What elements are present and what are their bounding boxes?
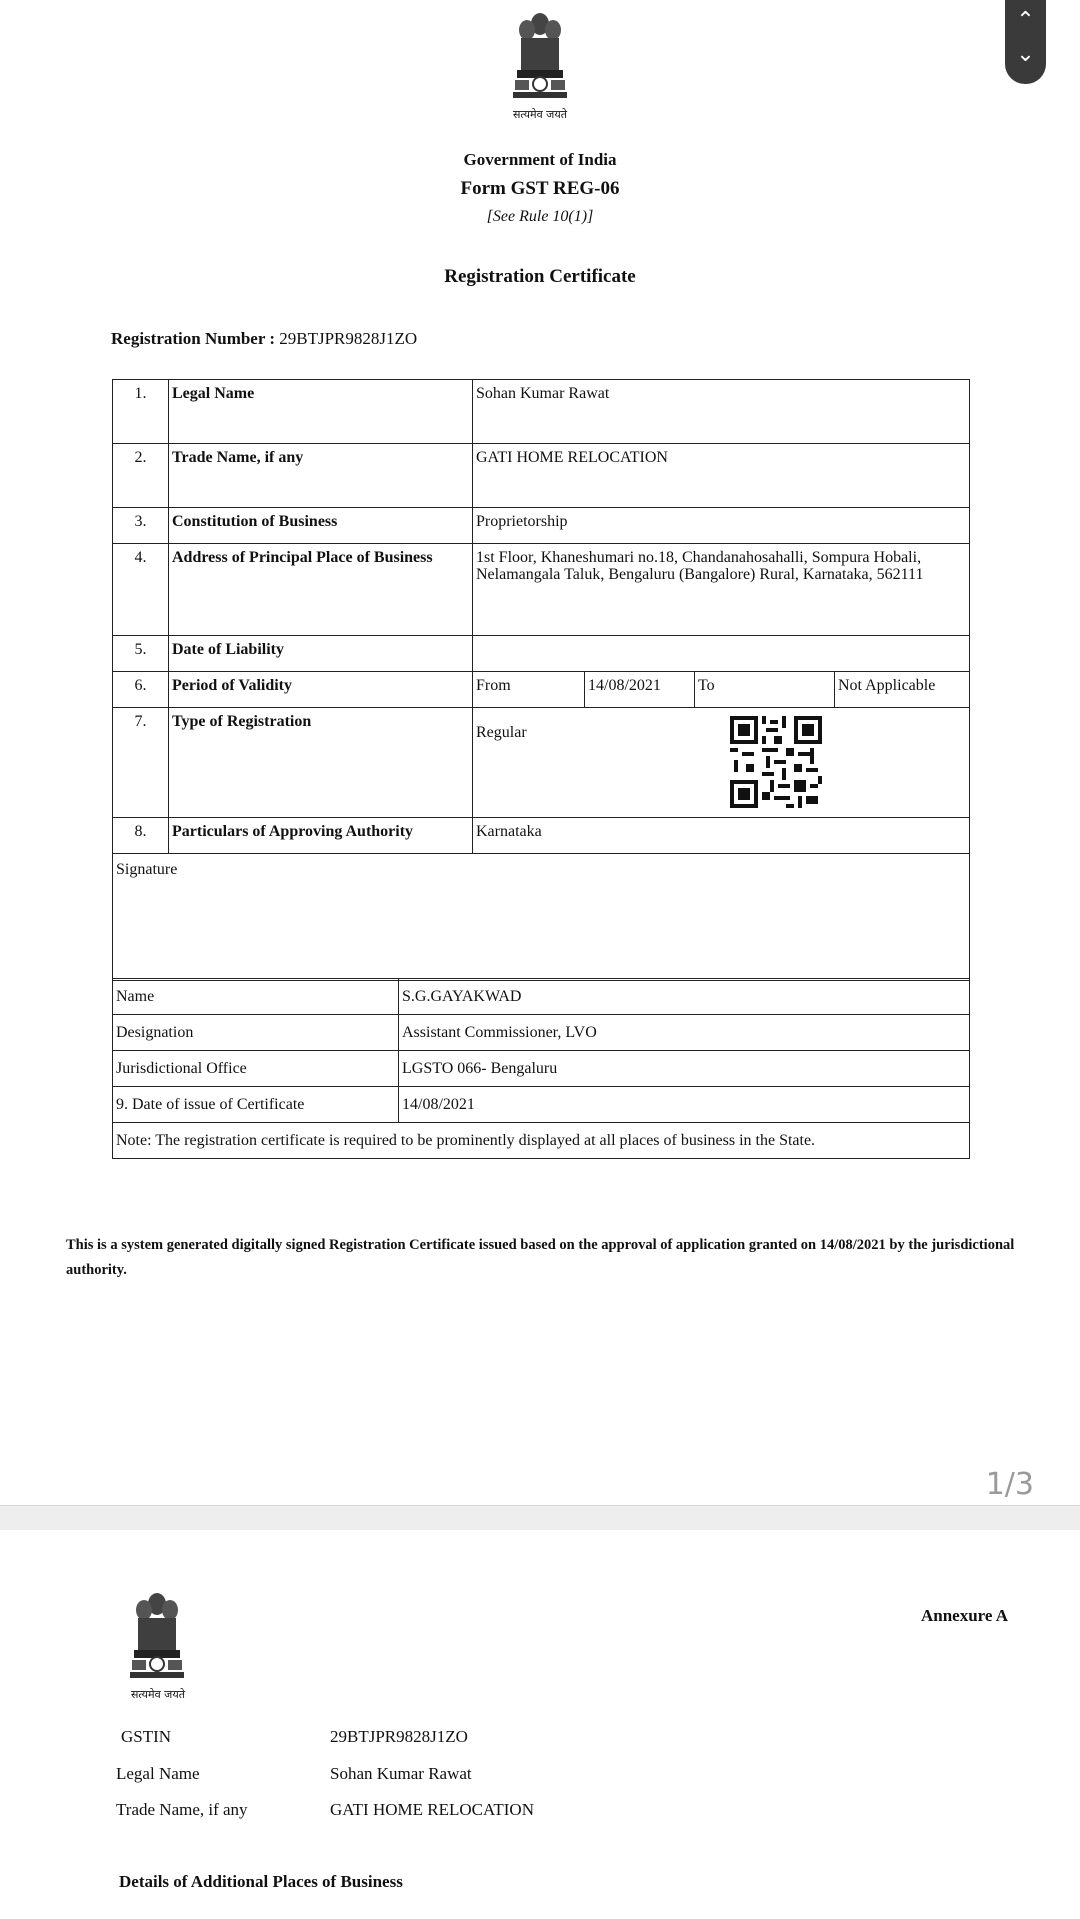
row-value <box>473 636 970 672</box>
signature-row <box>113 854 970 981</box>
gstin-value: 29BTJPR9828J1ZO <box>330 1727 468 1746</box>
table-row <box>113 1015 970 1051</box>
table-row <box>113 672 970 708</box>
trade-name-label: Trade Name, if any <box>116 1800 248 1819</box>
system-generated-note: This is a system generated digitally signed Registration Certificate issued based on the approval of application granted on 14/08/2021 by the jurisdictional authority. <box>66 1237 1015 1278</box>
table-row <box>113 444 970 508</box>
signature-label: Signature <box>113 854 970 981</box>
row-value: Sohan Kumar Rawat <box>473 380 970 444</box>
validity-to-label: To <box>695 672 835 708</box>
registration-type-cell <box>473 708 970 818</box>
row-label: Address of Principal Place of Business <box>169 544 473 636</box>
row-label: Particulars of Approving Authority <box>169 818 473 854</box>
table-row <box>113 818 970 854</box>
row-value: Proprietorship <box>473 508 970 544</box>
row-number: 1. <box>113 380 169 444</box>
table-row <box>113 1123 970 1159</box>
validity-from-value: 14/08/2021 <box>585 672 695 708</box>
name-value: S.G.GAYAKWAD <box>399 979 970 1015</box>
ashoka-emblem-icon <box>505 10 575 105</box>
office-value: LGSTO 066- Bengaluru <box>399 1051 970 1087</box>
chevron-up-icon: ⌃ <box>1016 8 1035 33</box>
validity-to-value: Not Applicable <box>835 672 970 708</box>
registration-number-label: Registration Number : <box>111 329 275 348</box>
registration-number-value: 29BTJPR9828J1ZO <box>279 329 418 348</box>
government-heading: Government of India <box>463 150 617 169</box>
row-label: Legal Name <box>169 380 473 444</box>
page-indicator: 1/3 <box>985 1467 1034 1502</box>
signatory-table <box>112 978 970 1159</box>
office-label: Jurisdictional Office <box>113 1051 399 1087</box>
row-value: GATI HOME RELOCATION <box>473 444 970 508</box>
row-label: Constitution of Business <box>169 508 473 544</box>
designation-label: Designation <box>113 1015 399 1051</box>
designation-value: Assistant Commissioner, LVO <box>399 1015 970 1051</box>
certificate-page-2 <box>0 1530 1080 1919</box>
table-row <box>113 508 970 544</box>
row-number: 6. <box>113 672 169 708</box>
row-number: 3. <box>113 508 169 544</box>
row-label: Date of Liability <box>169 636 473 672</box>
legal-name-label: Legal Name <box>116 1764 200 1783</box>
row-number: 7. <box>113 708 169 818</box>
issue-date-label: 9. Date of issue of Certificate <box>113 1087 399 1123</box>
table-row <box>113 380 970 444</box>
legal-name-value: Sohan Kumar Rawat <box>330 1764 472 1783</box>
display-note: Note: The registration certificate is required to be prominently displayed at all places of business in the State. <box>113 1123 970 1159</box>
table-row <box>113 979 970 1015</box>
row-number: 4. <box>113 544 169 636</box>
row-number: 8. <box>113 818 169 854</box>
ashoka-emblem-icon <box>122 1590 192 1685</box>
table-row <box>113 1087 970 1123</box>
row-label: Period of Validity <box>169 672 473 708</box>
trade-name-value: GATI HOME RELOCATION <box>330 1800 534 1819</box>
table-row <box>113 1051 970 1087</box>
row-number: 2. <box>113 444 169 508</box>
page-separator <box>0 1505 1080 1531</box>
table-row <box>113 544 970 636</box>
certificate-details-table <box>112 379 970 981</box>
registration-number <box>111 329 417 349</box>
name-label: Name <box>113 979 399 1015</box>
row-value: Karnataka <box>473 818 970 854</box>
row-label: Type of Registration <box>169 708 473 818</box>
row-number: 5. <box>113 636 169 672</box>
emblem-motto: सत्यमेव जयते <box>512 108 567 121</box>
page-title: Registration Certificate <box>444 266 636 287</box>
annexure-title: Annexure A <box>921 1606 1009 1625</box>
page-navigation <box>1005 0 1046 84</box>
chevron-down-icon: ⌄ <box>1016 42 1035 67</box>
issue-date-value: 14/08/2021 <box>399 1087 970 1123</box>
table-row <box>113 636 970 672</box>
previous-page-button[interactable] <box>1005 2 1046 40</box>
emblem-motto: सत्यमेव जयते <box>130 1688 185 1701</box>
additional-places-heading: Details of Additional Places of Business <box>119 1872 403 1891</box>
row-value: 1st Floor, Khaneshumari no.18, Chandanahosahalli, Sompura Hobali, Nelamangala Taluk, Bengaluru (Bangalore) Rural, Karnataka, 562111 <box>473 544 970 636</box>
row-value: Regular <box>476 724 527 741</box>
validity-from-label: From <box>473 672 585 708</box>
gstin-label: GSTIN <box>121 1727 172 1746</box>
qr-code-icon[interactable] <box>730 716 822 812</box>
form-heading: Form GST REG-06 <box>460 178 620 199</box>
rule-reference: [See Rule 10(1)] <box>486 208 594 225</box>
row-label: Trade Name, if any <box>169 444 473 508</box>
next-page-button[interactable] <box>1005 36 1046 74</box>
table-row <box>113 708 970 818</box>
